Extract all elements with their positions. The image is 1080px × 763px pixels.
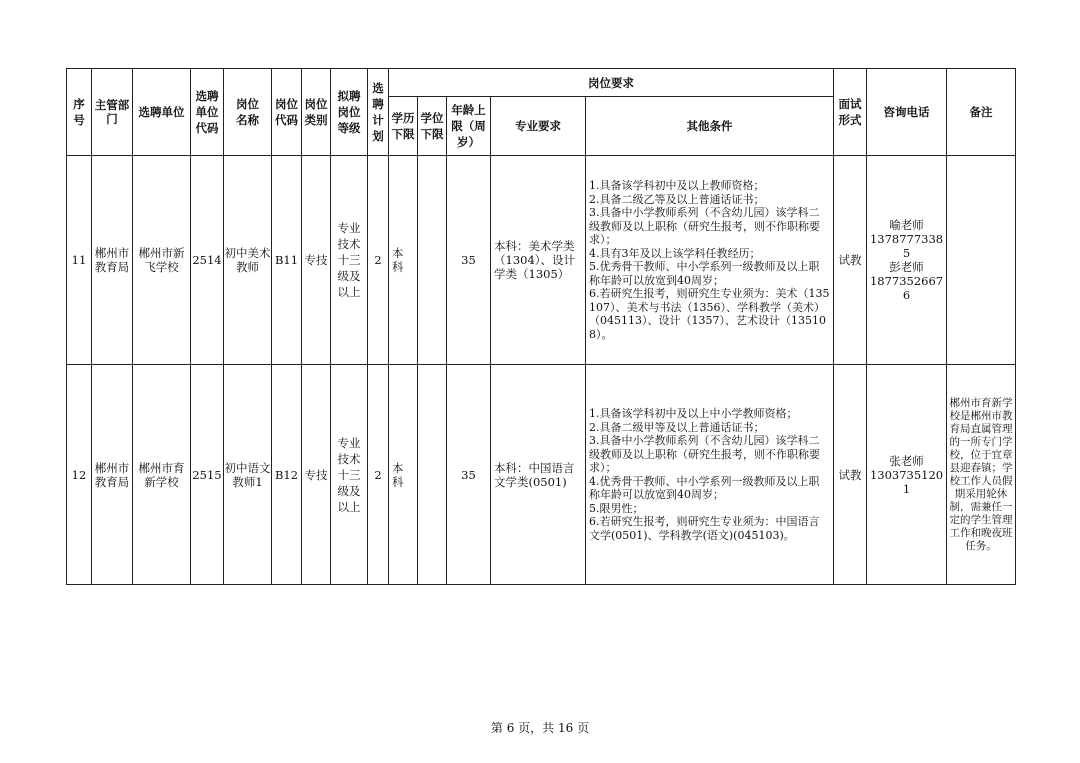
cell-seq: 11 — [67, 156, 92, 365]
recruitment-table — [66, 68, 1016, 585]
contact-name: 彭老师 — [889, 260, 924, 274]
condition-item: 6.若研究生报考，则研究生专业须为：中国语言文学(0501)、学科教学(语文)(045103)。 — [589, 515, 820, 542]
header-plan: 选聘计划 — [368, 69, 389, 156]
cell-age: 35 — [447, 365, 491, 585]
cell-post-type: 专技 — [302, 365, 331, 585]
condition-item: 5.优秀骨干教师、中小学系列一级教师及以上职称年龄可以放宽到40周岁； — [589, 260, 820, 287]
table-row — [67, 365, 1016, 585]
cell-edu: 本科 — [389, 156, 418, 365]
cell-post-name: 初中语文教师1 — [224, 365, 272, 585]
header-edu: 学历下限 — [389, 97, 418, 156]
header-grade: 拟聘岗位等级 — [331, 69, 368, 156]
cell-plan: 2 — [368, 156, 389, 365]
cell-unit: 郴州市新飞学校 — [133, 156, 191, 365]
header-requirements: 岗位要求 — [389, 69, 834, 97]
header-post-code: 岗位代码 — [272, 69, 302, 156]
header-major: 专业要求 — [491, 97, 586, 156]
cell-unit-code: 2515 — [191, 365, 224, 585]
cell-phone — [867, 365, 947, 585]
cell-post-code: B11 — [272, 156, 302, 365]
cell-phone — [867, 156, 947, 365]
condition-item: 2.具备二级甲等及以上普通话证书； — [589, 420, 765, 434]
cell-seq: 12 — [67, 365, 92, 585]
header-phone: 咨询电话 — [867, 69, 947, 156]
page-number: 第 6 页，共 16 页 — [490, 721, 590, 735]
contact-name: 喻老师 — [889, 218, 924, 232]
header-dept: 主管部门 — [92, 69, 133, 156]
cell-major: 本科：美术学类（1304）、设计学类（1305） — [491, 156, 586, 365]
header-unit-code: 选聘单位代码 — [191, 69, 224, 156]
condition-item: 5.限男性； — [589, 501, 644, 515]
header-other: 其他条件 — [586, 97, 834, 156]
condition-item: 3.具备中小学教师系列（不含幼儿园）该学科二级教师及以上职称（研究生报考，则不作职称要求）； — [589, 434, 820, 474]
cell-interview: 试教 — [834, 156, 867, 365]
contact-phone: 13037351201 — [869, 467, 944, 496]
cell-dept: 郴州市教育局 — [92, 156, 133, 365]
condition-item: 4.优秀骨干教师、中小学系列一级教师及以上职称年龄可以放宽到40周岁； — [589, 474, 820, 501]
condition-item: 2.具备二级乙等及以上普通话证书； — [589, 192, 765, 206]
condition-item: 1.具备该学科初中及以上中小学教师资格； — [589, 407, 798, 420]
table-row — [67, 156, 1016, 365]
cell-degree — [418, 156, 447, 365]
header-remark: 备注 — [947, 69, 1016, 156]
header-interview: 面试形式 — [834, 69, 867, 156]
contact-phone: 13787773385 — [869, 232, 944, 260]
condition-item: 4.具有3年及以上该学科任教经历； — [589, 246, 761, 260]
cell-grade: 专业技术十三级及以上 — [331, 156, 368, 365]
cell-dept: 郴州市教育局 — [92, 365, 133, 585]
cell-degree — [418, 365, 447, 585]
header-seq: 序号 — [67, 69, 92, 156]
header-age: 年龄上限（周岁） — [447, 97, 491, 156]
header-degree: 学位下限 — [418, 97, 447, 156]
cell-post-type: 专技 — [302, 156, 331, 365]
contact-name: 张老师 — [889, 453, 924, 468]
cell-interview: 试教 — [834, 365, 867, 585]
cell-major: 本科：中国语言文学类(0501) — [491, 365, 586, 585]
contact-phone: 18773526676 — [869, 274, 944, 302]
header-unit: 选聘单位 — [133, 69, 191, 156]
cell-plan: 2 — [368, 365, 389, 585]
cell-unit-code: 2514 — [191, 156, 224, 365]
cell-remark — [947, 156, 1016, 365]
condition-item: 3.具备中小学教师系列（不含幼儿园）该学科二级教师及以上职称（研究生报考，则不作职称要求）； — [589, 206, 820, 246]
header-post-name: 岗位名称 — [224, 69, 272, 156]
cell-edu: 本科 — [389, 365, 418, 585]
cell-grade: 专业技术十三级及以上 — [331, 365, 368, 585]
condition-item: 1.具备该学科初中及以上教师资格； — [589, 179, 765, 192]
cell-post-name: 初中美术教师 — [224, 156, 272, 365]
cell-post-code: B12 — [272, 365, 302, 585]
cell-conditions — [586, 365, 834, 585]
header-post-type: 岗位类别 — [302, 69, 331, 156]
cell-unit: 郴州市育新学校 — [133, 365, 191, 585]
cell-conditions — [586, 156, 834, 365]
condition-item: 6.若研究生报考，则研究生专业须为：美术（135107）、美术与书法（1356）、学科教学（美术）（045113）、设计（1357）、艺术设计（135108）。 — [589, 287, 830, 341]
cell-remark: 郴州市育新学校是郴州市教育局直属管理的一所专门学校，位于宜章县迎春镇；学校工作人员假期采用轮休制，需兼任一定的学生管理工作和晚夜班任务。 — [947, 365, 1016, 585]
cell-age: 35 — [447, 156, 491, 365]
